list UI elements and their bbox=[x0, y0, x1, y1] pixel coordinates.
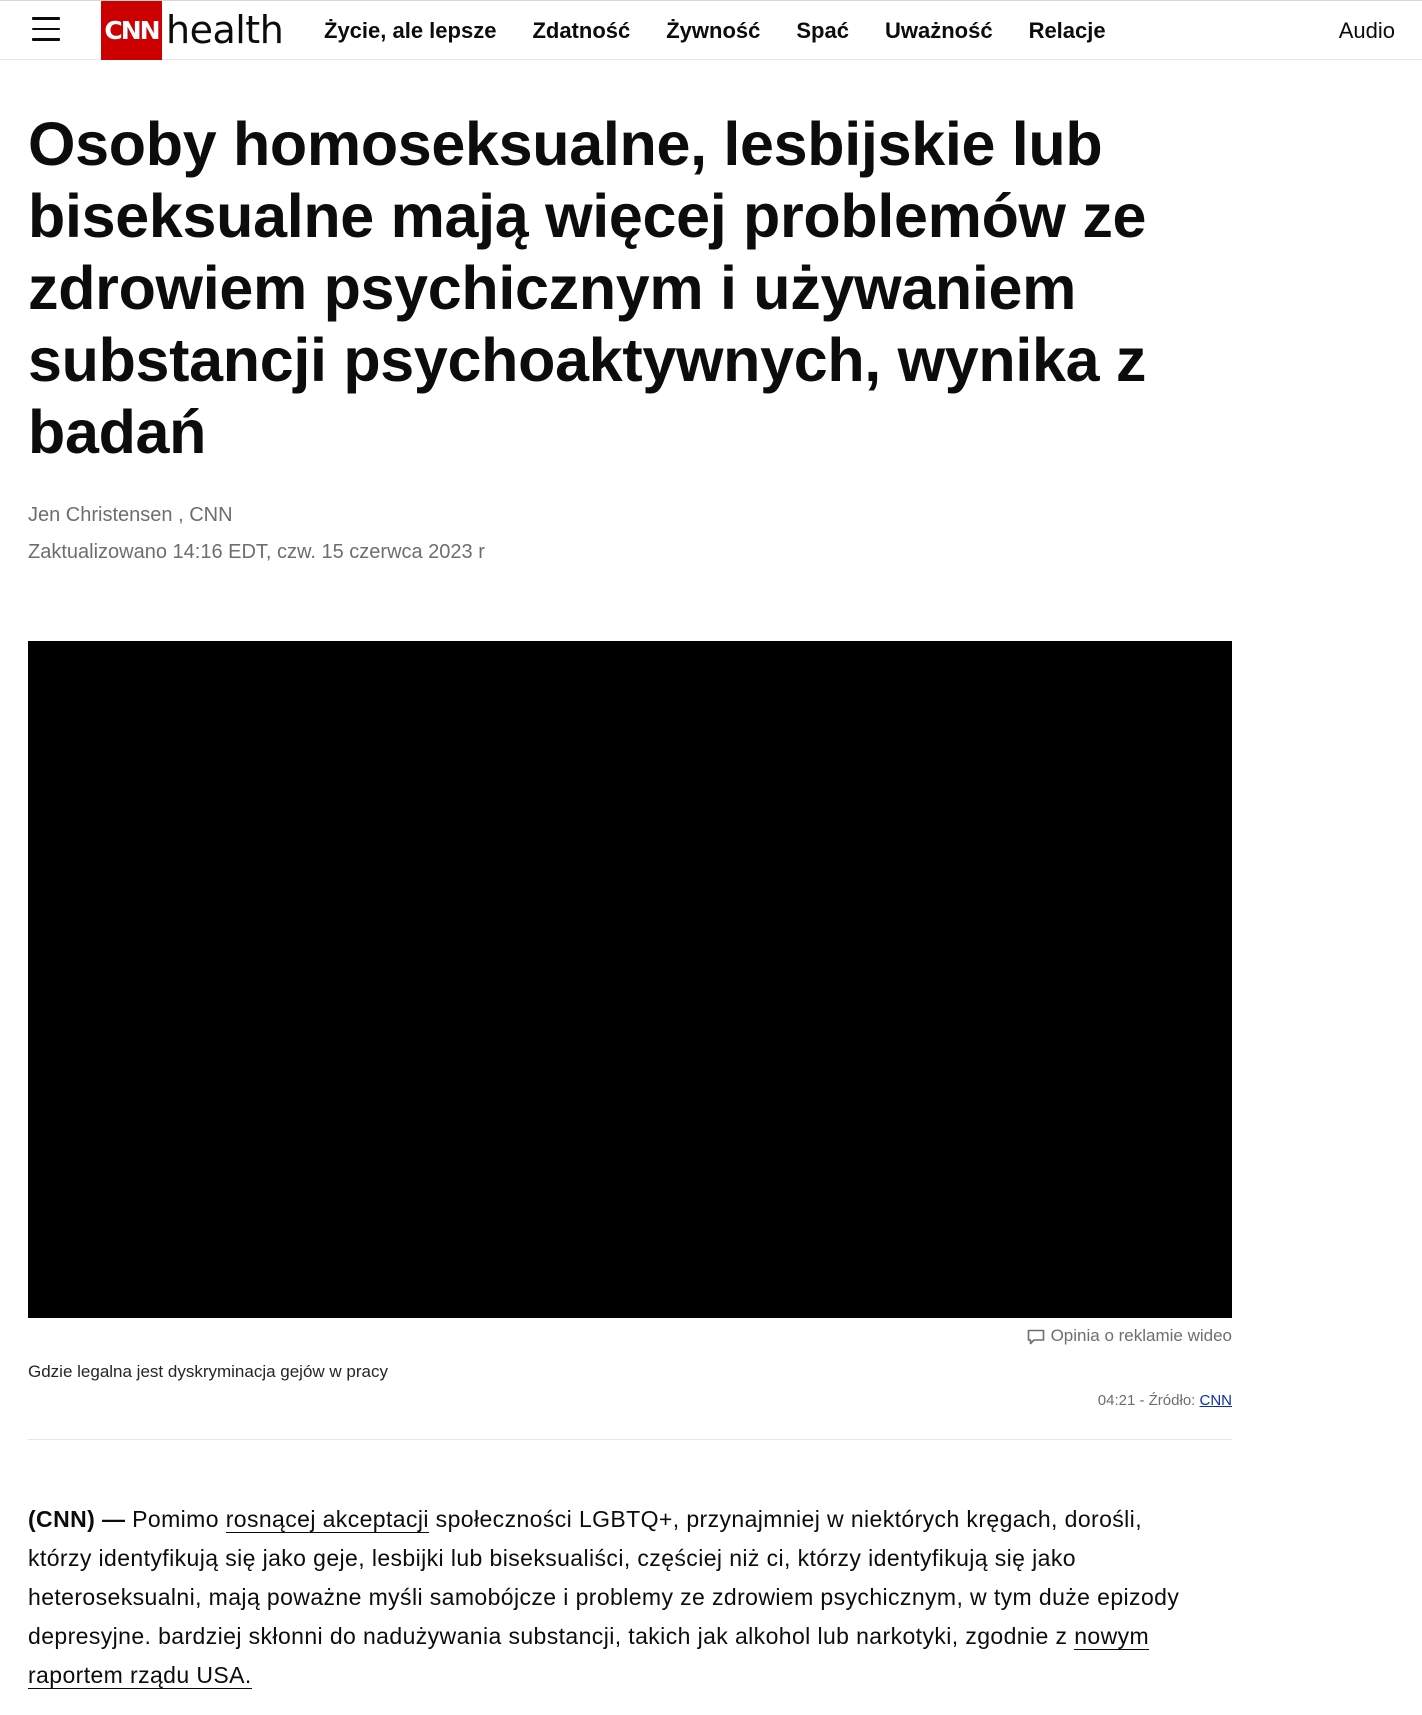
byline bbox=[28, 504, 233, 527]
video-caption: Gdzie legalna jest dyskryminacja gejów w pracy bbox=[28, 1362, 388, 1381]
nav-item-zywnosc[interactable]: Żywność bbox=[666, 17, 761, 43]
duration-text: 04:21 - Źródło: bbox=[1097, 1392, 1200, 1409]
article-timestamp: Zaktualizowano 14:16 EDT, czw. 15 czerwca 2023 r bbox=[28, 541, 485, 563]
cnn-logo-mark: CNN bbox=[101, 1, 162, 60]
nav-item-relacje[interactable]: Relacje bbox=[1028, 17, 1106, 43]
paragraph-text-2: społeczności LGBTQ+, przynajmniej w niektórych kręgach, dorośli, którzy identyfikują się jako geje, lesbijki lub biseksualiści, częściej niż ci, którzy identyfikują się jako heteroseksualni, mają poważne myśli samobójcze i problemy ze zdrowiem psychicznym, w tym duże epizody depresyjne. bardziej skłonni do nadużywania substancji, takich jak alkohol lub narkotyki, zgodnie z bbox=[28, 1506, 1180, 1649]
audio-link[interactable]: Audio bbox=[1338, 18, 1395, 43]
video-player[interactable] bbox=[28, 641, 1232, 1318]
author-link[interactable]: Jen Christensen bbox=[28, 504, 173, 526]
paragraph-text-1: Pomimo bbox=[125, 1506, 226, 1532]
article-headline: Osoby homoseksualne, lesbijskie lub biseksualne mają więcej problemów ze zdrowiem psychicznym i używaniem substancji psychoaktywnych, wynika z badań bbox=[28, 110, 1147, 466]
video-ad-feedback[interactable] bbox=[1027, 1326, 1232, 1346]
site-header bbox=[0, 0, 1422, 60]
nav-item-zdatnosc[interactable]: Zdatność bbox=[532, 17, 631, 43]
byline-separator: , bbox=[172, 504, 190, 526]
feedback-label: Opinia o reklamie wideo bbox=[1050, 1326, 1232, 1345]
menu-icon[interactable] bbox=[32, 17, 62, 43]
nav-item-spac[interactable]: Spać bbox=[796, 17, 849, 43]
link-raport-rzadu[interactable]: nowym raportem rządu USA. bbox=[28, 1623, 1150, 1688]
byline-outlet: CNN bbox=[189, 504, 233, 526]
video-duration-source bbox=[1098, 1392, 1232, 1409]
source-link[interactable]: CNN bbox=[1199, 1392, 1232, 1409]
article-paragraph bbox=[28, 1500, 1208, 1695]
logo-section-name: health bbox=[166, 8, 284, 52]
section-nav bbox=[324, 1, 1142, 60]
comment-icon bbox=[1027, 1329, 1045, 1344]
cnn-health-logo[interactable] bbox=[101, 1, 283, 60]
dateline: (CNN) — bbox=[28, 1506, 126, 1532]
nav-item-uwaznosc[interactable]: Uważność bbox=[884, 17, 993, 43]
nav-item-zycie[interactable]: Życie, ale lepsze bbox=[324, 17, 497, 43]
link-rosnacej-akceptacji[interactable]: rosnącej akceptacji bbox=[225, 1506, 429, 1532]
divider bbox=[28, 1439, 1232, 1440]
